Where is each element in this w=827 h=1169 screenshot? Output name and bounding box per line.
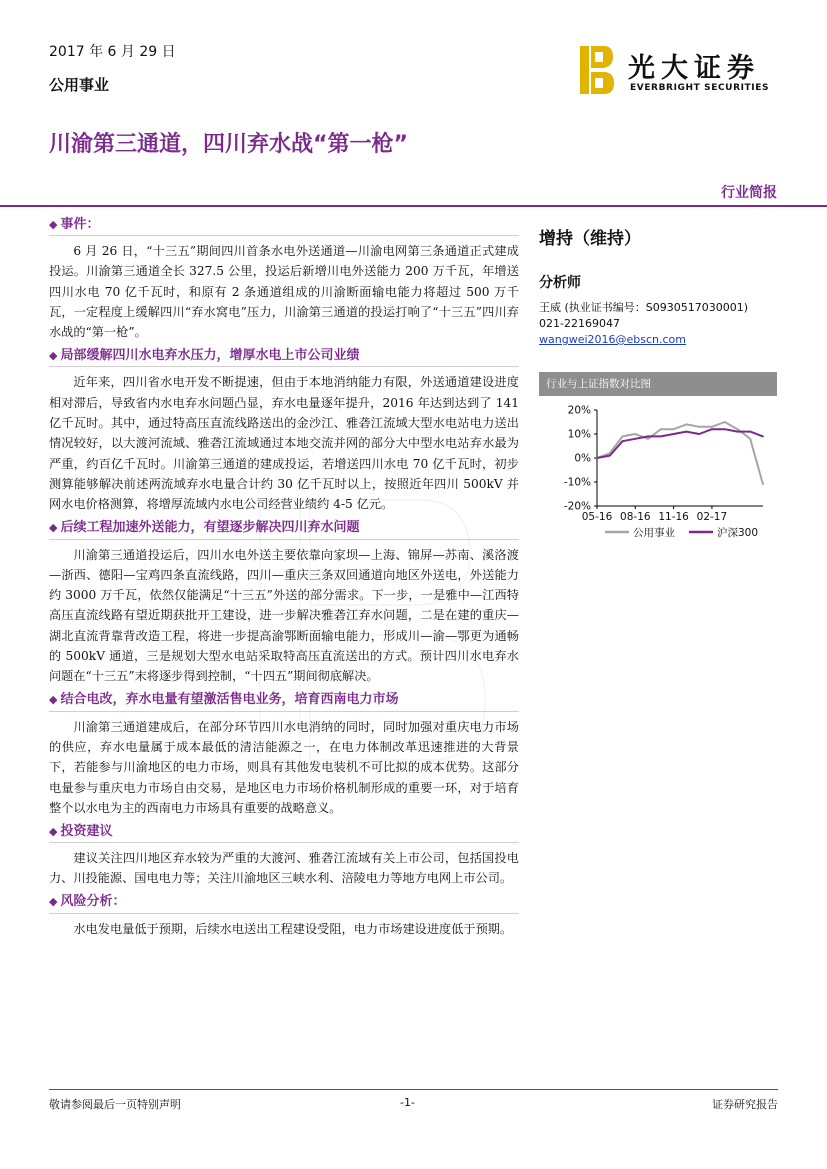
section-paragraph: 建议关注四川地区弃水较为严重的大渡河、雅砻江流域有关上市公司，包括国投电力、川投能源、国电电力等；关注川渝地区三峡水利、涪陵电力等地方电网上市公司。 — [49, 851, 519, 886]
data-point — [673, 433, 675, 435]
data-point — [596, 457, 598, 459]
series-line-沪深300 — [597, 429, 763, 458]
section-paragraph: 6 月 26 日，“十三五”期间四川首条水电外送通道—川渝电网第三条通道正式建成投运。川渝第三通道全长 327.5 公里，投运后新增川电外送能力 200 万千瓦，年增送四川水电 70 亿千瓦时，和原有 2 条通道组成的川渝断面输电能力将超过 500 万千瓦，一定程度上缓解四川“弃水窝电”压力，川渝第三通道的投运打响了“十三五”四川弃水战的“第一枪”。 — [49, 244, 519, 340]
section-paragraph: 近年来，四川省水电开发不断提速，但由于本地消纳能力有限，外送通道建设进度相对滞后，导致省内水电弃水问题凸显，弃水电量逐年提升，2016 年达到达到了 141 亿千瓦时。其中，通过特高压直流线路送出的金沙江、雅砻江流域大型水电站电力送出情况较好，以大渡河流域、雅砻江流域通过本地交流并网的部分大中型水电站弃水最为严重，约百亿千瓦时。川渝第三通道的建成投运，若增送四川水电 70 亿千瓦时，初步测算能够解决前述两流域弃水电量合计约 30 亿千瓦时以上，按照近年四川 500kV 并网水电价格测算，将增厚流域内水电公司经营业绩约 4-5 亿元。 — [49, 375, 519, 512]
data-point — [724, 421, 726, 423]
diamond-icon: ◆ — [49, 895, 58, 909]
footer-disclaimer: 敬请参阅最后一页特别声明 — [49, 1098, 181, 1111]
section-heading — [49, 345, 519, 367]
section-paragraph: 川渝第三通道建成后，在部分环节四川水电消纳的同时，同时加强对重庆电力市场的供应，弃水电量属于成本最低的清洁能源之一，在电力体制改革迅速推进的大背景下，若能参与川渝地区的电力市场，则具有其他发电装机不可比拟的成本优势。这部分电量参与重庆电力市场自由交易，是地区电力市场价格机制形成的重要一环，对于培育整个以水电为主的西南电力市场具有重要的战略意义。 — [49, 719, 519, 815]
report-title: 川渝第三通道，四川弃水战“第一枪” — [49, 132, 408, 157]
data-point — [622, 436, 624, 438]
section-heading-text: 事件： — [60, 216, 100, 232]
diamond-icon: ◆ — [49, 521, 58, 535]
data-point — [749, 431, 751, 433]
sidebar — [539, 214, 779, 348]
analyst-license: (执业证书编号：S0930517030001) — [564, 301, 749, 314]
main-column — [49, 214, 519, 942]
y-tick-label: 10% — [567, 428, 591, 441]
section-heading-text: 后续工程加速外送能力，有望逐步解决四川弃水问题 — [60, 520, 360, 536]
data-point — [711, 428, 713, 430]
section-heading — [49, 892, 519, 914]
page-number: -1- — [400, 1096, 415, 1109]
data-point — [647, 438, 649, 440]
legend-label: 沪深300 — [717, 527, 759, 539]
section-heading — [49, 690, 519, 712]
index-comparison-chart — [539, 372, 777, 552]
data-point — [724, 428, 726, 430]
data-point — [762, 484, 764, 486]
x-tick-label: 08-16 — [620, 511, 651, 523]
analyst-info — [539, 300, 779, 316]
x-tick-label: 02-17 — [696, 511, 728, 523]
legend-label: 公用事业 — [633, 527, 675, 539]
y-tick-label: 20% — [567, 404, 591, 417]
analyst-email-link[interactable]: wangwei2016@ebscn.com — [539, 333, 686, 346]
report-sector: 公用事业 — [49, 76, 110, 94]
data-point — [673, 428, 675, 430]
data-point — [609, 455, 611, 457]
section-paragraph: 水电发电量低于预期，后续水电送出工程建设受阻，电力市场建设进度低于预期。 — [73, 921, 513, 936]
y-tick-label: 0% — [574, 452, 591, 465]
y-tick-label: -10% — [563, 476, 591, 489]
footer-report-type: 证券研究报告 — [712, 1098, 778, 1111]
data-point — [698, 426, 700, 428]
data-point — [622, 440, 624, 442]
section-heading — [49, 214, 519, 236]
data-point — [698, 433, 700, 435]
data-point — [660, 428, 662, 430]
data-point — [749, 438, 751, 440]
section-heading-text: 局部缓解四川水电弃水压力，增厚水电上市公司业绩 — [60, 347, 360, 363]
x-tick-label: 05-16 — [581, 511, 613, 523]
section-heading — [49, 518, 519, 540]
y-tick-label: -20% — [563, 500, 591, 513]
data-point — [686, 431, 688, 433]
section-heading-text: 风险分析： — [60, 894, 126, 910]
data-point — [711, 426, 713, 428]
data-point — [634, 433, 636, 435]
logo-chinese-text: 光大证券 — [628, 53, 760, 84]
analyst-name: 王威 — [539, 301, 561, 314]
diamond-icon: ◆ — [49, 217, 58, 231]
footer-divider — [49, 1089, 778, 1090]
data-point — [737, 428, 739, 430]
diamond-icon: ◆ — [49, 348, 58, 362]
data-point — [762, 436, 764, 438]
data-point — [686, 424, 688, 426]
analyst-phone: 021-22169047 — [539, 317, 620, 330]
x-tick-label: 11-16 — [658, 511, 689, 523]
section-heading-text: 投资建议 — [60, 823, 113, 839]
header-divider — [0, 205, 827, 207]
document-type: 行业简报 — [721, 185, 777, 201]
section-paragraph: 川渝第三通道投运后，四川水电外送主要依靠向家坝—上海、锦屏—苏南、溪洛渡—浙西、德阳—宝鸡四条直流线路，四川—重庆三条双回通道向地区外送电，外送能力约 3000 万千瓦，依然仅能满足“十三五”外送的部分需求。下一步，一是雅中—江西特高压直流线路有望近期获批开工建设，进一步解决雅砻江弃水问题，二是在建的重庆—湖北直流背靠背改造工程，将进一步提高渝鄂断面输电能力，形成川—渝—鄂更为通畅的 500kV 通道，三是规划大型水电站采取特高压直流送出的方式。预计四川水电弃水问题在“十三五”末将逐步得到控制，“十四五”期间彻底解决。 — [49, 547, 519, 684]
section-heading-text: 结合电改，弃水电量有望激活售电业务，培育西南电力市场 — [60, 692, 399, 708]
logo-english-text: EVERBRIGHT SECURITIES — [630, 83, 770, 93]
data-point — [737, 431, 739, 433]
rating-label: 增持（维持） — [539, 229, 641, 249]
data-point — [647, 436, 649, 438]
analyst-heading: 分析师 — [539, 275, 581, 291]
everbright-logo — [580, 46, 780, 96]
report-date: 2017 年 6 月 29 日 — [49, 44, 176, 60]
chart-svg — [539, 396, 777, 552]
diamond-icon: ◆ — [49, 824, 58, 838]
everbright-logo-icon — [580, 46, 614, 94]
data-point — [660, 436, 662, 438]
diamond-icon: ◆ — [49, 693, 58, 707]
data-point — [634, 438, 636, 440]
chart-title: 行业与上证指数对比图 — [539, 372, 777, 396]
section-heading — [49, 821, 519, 843]
